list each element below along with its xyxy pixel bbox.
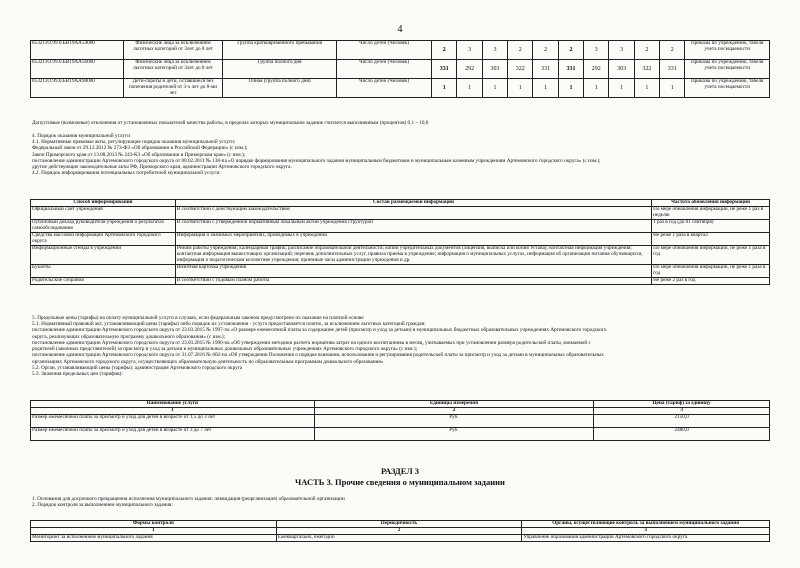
info-method: Средства массовой информации Артемовского городского округа (31, 232, 176, 245)
table-row (31, 534, 770, 541)
info-content: В соответствии с годовым планом работы (175, 277, 651, 284)
info-frequency: По мере обновления информации, не реже 1 раза в год (652, 264, 770, 277)
consumer-category: Физические лица за исключением льготных категорий от 3лет до 8 лет (123, 60, 222, 79)
section-4-text (32, 133, 601, 177)
column-number: 1 (31, 407, 315, 414)
service-form: Группа кратковременного пребывания (223, 41, 337, 60)
column-header: Способ информирования (31, 200, 176, 207)
table-row (31, 232, 770, 245)
column-number: 3 (522, 527, 770, 534)
text-line: 2. Порядок контроля за выполнением муниципального задания: (32, 502, 173, 509)
unit: Руб. (314, 414, 594, 427)
indicator-value: 1 (432, 79, 457, 98)
indicator-value: 331 (660, 60, 685, 79)
info-content: Режим работы учреждения; календарный график; расписание образовательной деятельности; копии учредительных документов (лицензия, выписка или копия Устава); контактная информация учреждения; контактная информация вышестоящих организаций; перечень дополнительных услуг, правила приема в учреждение; информация о муниципальных услугах, информация об организации питания обучающихся, информация о педагогическом коллективе учреждения; приемные часы администрации учреждения и др. (175, 245, 651, 264)
table-row (31, 206, 770, 219)
consumer-category: Дети-сироты и дети, оставшиеся без попечения родителей от 3-х лет до 8-ми лет (123, 79, 222, 98)
info-frequency: Не реже 2 раз в год (652, 277, 770, 284)
registry-code: 853211О.99.0.БВ19АА54000 (31, 41, 124, 60)
service-volume-table (30, 40, 770, 98)
section-title: РАЗДЕЛ 3 (380, 466, 420, 476)
indicator-value: 1 (508, 79, 533, 98)
indicator-value: 3 (609, 41, 634, 60)
text-line: 5.2. Орган, устанавливающий цены (тарифы): администрация Артемовского городского округа (32, 364, 243, 371)
registry-code: 853211О.99.0.БВ19АА98000 (31, 79, 124, 98)
table-row (31, 41, 770, 60)
info-frequency: По мере обновления информации, не реже 1 раз в неделю (652, 206, 770, 219)
text-line: 4. Порядок оказания муниципальной услуги (32, 133, 130, 139)
indicator-value: 2 (508, 41, 533, 60)
info-content: В соответствии с действующим законодательством (175, 206, 651, 219)
indicator-value: 292 (457, 60, 482, 79)
indicator-value: 3 (482, 41, 507, 60)
text-line: постановление администрации Артемовского городского округа от 31.07.2016 № 602-па «Об утверждении Положения о порядке взимания, использования и регулирования родительской платы за присмотр и уход за детьми в муниципальных образовательных (32, 352, 604, 359)
info-content: В соответствии с утвержденной нормативным локальным актом учреждения структурой (175, 219, 651, 232)
info-method: Родительские собрания (31, 277, 176, 284)
service-name: Размер ежемесячной платы за присмотр и уход для детей в возрасте от 3 до 7 лет (31, 427, 315, 440)
indicator-value: 2 (432, 41, 457, 60)
basis-document: Приказы по учреждению, табеля учета посещаемости (685, 79, 770, 98)
tariff-table (30, 400, 770, 441)
unit: Руб. (314, 427, 594, 440)
control-table (30, 520, 770, 542)
text-line: 4.2. Порядок информирования потенциальных потребителей муниципальной услуги: (32, 170, 221, 177)
indicator-value: 2 (558, 41, 583, 60)
indicator-value: 1 (584, 79, 609, 98)
indicator-value: 2 (660, 41, 685, 60)
column-number: 1 (31, 527, 277, 534)
indicator-value: 331 (533, 60, 558, 79)
indicator-value: 1 (482, 79, 507, 98)
indicator-name: Число детей (Человек) (337, 60, 432, 79)
column-number: 2 (314, 407, 594, 414)
column-header: Органы, осуществляющие контроль за выполнением муниципального задания (522, 521, 770, 528)
price: 2150,0 (594, 414, 770, 427)
control-period: Ежеквартально, ежегодно (276, 534, 522, 541)
indicator-value: 331 (558, 60, 583, 79)
text-line: постановление администрации Артемовского городского округа от 08.02.2011 № 138-па «О порядке формирования муниципального задания муниципальным бюджетным и муниципальным казенным учреждениям Артемовского городского округа» (с изм.); (32, 157, 601, 164)
info-method: Публичный доклад руководителя учреждения о результатах самообследования (31, 219, 176, 232)
indicator-name: Число детей (Человек) (337, 41, 432, 60)
text-line: 5. Предельные цены (тарифы) на оплату муниципальной услуги в случаях, если федеральным законом предусмотрено их оказание на платной основе (32, 315, 364, 321)
indicator-name: Число детей (Человек) (337, 79, 432, 98)
table-row (31, 60, 770, 79)
text-line: округа, реализующих образовательную программу дошкольного образования» (с изм.); (32, 333, 226, 340)
control-form: Мониторинг за исполнением муниципального задания (31, 534, 277, 541)
part-3-text (32, 496, 345, 508)
text-line: постановление администрации Артемовского городского округа от 23.03.2015 № 1996-па «Об утверждении методики расчета норматива затрат на одного воспитанника в месяц, учитываемых при установлении размера родительской платы, взимаемой с (32, 339, 591, 346)
info-content: Визитная карточка учреждения (175, 264, 651, 277)
text-line: постановление администрации Артемовского городского округа от 23.03.2015 № 1997-па «О размере ежемесячной платы за содержание детей (присмотр и уход за детьми) в муниципальных бюджетных образовательных учреждениях Артемовского городского (32, 327, 607, 334)
page-number: 4 (397, 24, 403, 35)
info-frequency: Не реже 1 раза в квартал (652, 232, 770, 245)
indicator-value: 1 (457, 79, 482, 98)
table-row (31, 414, 770, 427)
consumer-category: Физические лица за исключением льготных категорий от 3лет до 8 лет (123, 41, 222, 60)
indicator-value: 292 (584, 60, 609, 79)
text-line: 1. Основания для досрочного прекращения исполнения муниципального задания: ликвидация (реорганизация) образовательной организации (32, 496, 345, 502)
control-organ: Управление образования администрации Артемовского городского округа (522, 534, 770, 541)
column-number: 3 (594, 407, 770, 414)
basis-document: Приказы по учреждению, табеля учета посещаемости (685, 60, 770, 79)
service-name: Размер ежемесячной платы за присмотр и уход для детей в возрасте от 1,5 до 3 лет (31, 414, 315, 427)
column-header: Наименование услуги (31, 401, 315, 408)
info-frequency: 1 раз в год (до 01 сентября) (652, 219, 770, 232)
column-header: Периодичность (276, 521, 522, 528)
column-header: Формы контроля (31, 521, 277, 528)
column-header: Единицы измерения (314, 401, 594, 408)
table-row (31, 264, 770, 277)
service-form: Очная (группа полного дня) (223, 79, 337, 98)
deviation-note: Допустимые (возможные) отклонения от установленных показателей качества работы, в пределах которых муниципальное задание считается выполненным (процентов) 0,1 – 10,0 (32, 120, 429, 126)
indicator-value: 1 (609, 79, 634, 98)
information-table (30, 199, 770, 285)
table-row (31, 79, 770, 98)
registry-code: 853211О.99.0.БВ19АА56000 (31, 60, 124, 79)
text-line: 4.1. Нормативные правовые акты, регулирующие порядок оказания муниципальной услуги: (32, 139, 236, 146)
text-line: родителей (законных представителей) за присмотр и уход за детьми в муниципальных дошкольных образовательных учреждениях Артемовского городского округа» (с изм.); (32, 346, 418, 353)
indicator-value: 322 (508, 60, 533, 79)
indicator-value: 1 (634, 79, 659, 98)
indicator-value: 331 (432, 60, 457, 79)
table-row (31, 219, 770, 232)
column-header: Состав размещаемой информации (175, 200, 651, 207)
text-line: Закон Приморского края от 13.08.2013 № 243-КЗ «Об образовании в Приморском крае» (с изм.); (32, 151, 246, 158)
indicator-value: 303 (609, 60, 634, 79)
table-row (31, 427, 770, 440)
indicator-value: 303 (482, 60, 507, 79)
info-content: Информация о значимых мероприятиях, проводимых в учреждении (175, 232, 651, 245)
indicator-value: 3 (457, 41, 482, 60)
text-line: Федеральный закон от 29.12.2012 № 273-ФЗ «Об образовании в Российской Федерации» (с изм.); (32, 145, 248, 152)
info-method: Буклеты (31, 264, 176, 277)
indicator-value: 322 (634, 60, 659, 79)
text-line: 5.1. Нормативный правовой акт, устанавливающий цены (тарифы) либо порядок их установления - услуга предоставляется платно, за исключением льготных категорий граждан: (32, 321, 426, 328)
column-header: Частота обновления информации (652, 200, 770, 207)
price: 2480,0 (594, 427, 770, 440)
indicator-value: 1 (660, 79, 685, 98)
table-row (31, 277, 770, 284)
part-title: ЧАСТЬ 3. Прочие сведения о муниципальном задании (295, 477, 505, 487)
table-row (31, 245, 770, 264)
text-line: организациях Артемовского городского округа, осуществляющих образовательную деятельность по образовательным программам дошкольного образования» (32, 358, 384, 365)
info-frequency: По мере обновления информации, не реже 1 раза в год (652, 245, 770, 264)
service-form: Группа полного дня (223, 60, 337, 79)
indicator-value: 2 (533, 41, 558, 60)
column-header: Цена (тариф) за единицу (594, 401, 770, 408)
column-number: 2 (276, 527, 522, 534)
indicator-value: 1 (558, 79, 583, 98)
indicator-value: 1 (533, 79, 558, 98)
text-line: 5.3. Значения предельных цен (тарифов): (32, 371, 123, 378)
info-method: Официальный сайт учреждения (31, 206, 176, 219)
section-5-text (32, 315, 607, 377)
text-line: другие действующие законодательные акты РФ, Приморского края, администрации Артемовского городского округа. (32, 164, 292, 171)
info-method: Информационные стенды в учреждении (31, 245, 176, 264)
indicator-value: 2 (634, 41, 659, 60)
indicator-value: 3 (584, 41, 609, 60)
basis-document: Приказы по учреждению, табеля учета посещаемости (685, 41, 770, 60)
